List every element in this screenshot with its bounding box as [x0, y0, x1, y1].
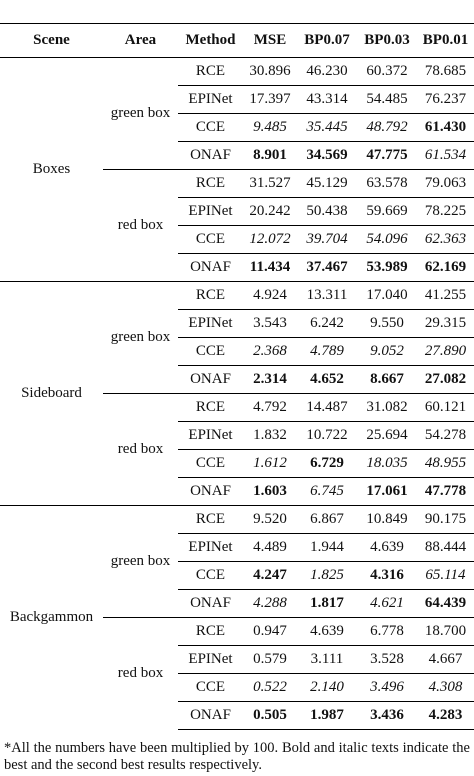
- method-cell: CCE: [178, 338, 243, 366]
- value-cell: 18.700: [417, 618, 474, 646]
- area-label: green box: [103, 282, 178, 394]
- table-row: [0, 506, 474, 534]
- method-cell: EPINet: [178, 310, 243, 338]
- scene-label: Backgammon: [0, 506, 103, 730]
- method-cell: EPINet: [178, 646, 243, 674]
- value-cell: 3.111: [297, 646, 357, 674]
- value-cell: 61.534: [417, 142, 474, 170]
- value-cell: 63.578: [357, 170, 417, 198]
- value-cell: 17.061: [357, 478, 417, 506]
- method-cell: ONAF: [178, 254, 243, 282]
- value-cell: 60.372: [366, 63, 408, 79]
- value-cell: 1.817: [297, 590, 357, 618]
- value-cell: 4.247: [243, 562, 297, 590]
- value-cell: 54.278: [417, 422, 474, 450]
- method-cell: CCE: [178, 114, 243, 142]
- value-cell: 4.792: [243, 394, 297, 422]
- value-cell: 43.314: [297, 86, 357, 114]
- value-cell: 4.667: [417, 646, 474, 674]
- value-cell: 1.944: [297, 534, 357, 562]
- method-cell: ONAF: [178, 366, 243, 394]
- method-cell: RCE: [178, 170, 243, 198]
- value-cell: 0.579: [243, 646, 297, 674]
- value-cell: 45.129: [297, 170, 357, 198]
- value-cell: 17.040: [357, 282, 417, 310]
- table-body: [0, 58, 474, 730]
- value-cell: 11.434: [243, 254, 297, 282]
- value-cell: 25.694: [357, 422, 417, 450]
- value-cell: 48.792: [357, 114, 417, 142]
- value-cell: 2.140: [297, 674, 357, 702]
- value-cell: 48.955: [417, 450, 474, 478]
- value-cell: 6.867: [297, 506, 357, 534]
- value-cell: 35.445: [297, 114, 357, 142]
- value-cell: 79.063: [417, 170, 474, 198]
- value-cell: 61.430: [417, 114, 474, 142]
- value-cell: 9.550: [357, 310, 417, 338]
- value-cell: 17.397: [243, 86, 297, 114]
- value-cell: 54.096: [357, 226, 417, 254]
- area-label: red box: [103, 394, 178, 506]
- value-cell: 34.569: [297, 142, 357, 170]
- area-label: red box: [103, 170, 178, 282]
- area-label: green box: [103, 506, 178, 618]
- method-cell: RCE: [178, 506, 243, 534]
- value-cell: 3.436: [357, 702, 417, 730]
- table-row: [0, 282, 474, 310]
- method-cell: RCE: [178, 618, 243, 646]
- scene-label: Sideboard: [0, 282, 103, 506]
- value-cell: 29.315: [417, 310, 474, 338]
- value-cell: 14.487: [297, 394, 357, 422]
- value-cell: 4.316: [357, 562, 417, 590]
- value-cell: 2.314: [243, 366, 297, 394]
- results-table: [0, 23, 474, 730]
- value-cell: 3.528: [357, 646, 417, 674]
- value-cell: 6.778: [357, 618, 417, 646]
- method-cell: CCE: [178, 674, 243, 702]
- value-cell: 27.082: [417, 366, 474, 394]
- method-cell: ONAF: [178, 478, 243, 506]
- table-footnote: *All the numbers have been multiplied by 100. Bold and italic texts indicate the best and the second best results respectively.: [4, 740, 470, 773]
- value-cell: 4.639: [297, 618, 357, 646]
- value-cell: 4.639: [357, 534, 417, 562]
- value-cell: 6.745: [297, 478, 357, 506]
- value-cell: 65.114: [417, 562, 474, 590]
- value-cell: 6.729: [297, 450, 357, 478]
- value-cell: 41.255: [417, 282, 474, 310]
- value-cell: 27.890: [417, 338, 474, 366]
- value-cell: 4.489: [243, 534, 297, 562]
- method-cell: ONAF: [178, 702, 243, 730]
- value-cell: 31.082: [357, 394, 417, 422]
- value-cell: 9.520: [243, 506, 297, 534]
- value-cell: 4.652: [297, 366, 357, 394]
- value-cell: 62.363: [417, 226, 474, 254]
- area-label: green box: [110, 105, 171, 121]
- value-cell: 13.311: [297, 282, 357, 310]
- value-cell: 78.685: [424, 63, 467, 79]
- value-cell: 47.778: [417, 478, 474, 506]
- value-cell: 1.612: [243, 450, 297, 478]
- value-cell: 31.527: [243, 170, 297, 198]
- value-cell: 0.947: [243, 618, 297, 646]
- method-cell: RCE: [178, 282, 243, 310]
- value-cell: 3.543: [243, 310, 297, 338]
- value-cell: 60.121: [417, 394, 474, 422]
- header-area: Area: [103, 24, 178, 58]
- method-cell: EPINet: [178, 86, 243, 114]
- method-cell: CCE: [178, 450, 243, 478]
- value-cell: 47.775: [357, 142, 417, 170]
- value-cell: 4.283: [417, 702, 474, 730]
- value-cell: 76.237: [417, 86, 474, 114]
- header-bp003: BP0.03: [357, 24, 417, 58]
- value-cell: 46.230: [306, 63, 348, 79]
- value-cell: 4.924: [243, 282, 297, 310]
- value-cell: 6.242: [297, 310, 357, 338]
- value-cell: 10.849: [357, 506, 417, 534]
- header-bp001: BP0.01: [417, 24, 474, 58]
- value-cell: 30.896: [249, 63, 291, 79]
- header-bp007: BP0.07: [297, 24, 357, 58]
- value-cell: 9.485: [243, 114, 297, 142]
- value-cell: 0.522: [243, 674, 297, 702]
- value-cell: 4.288: [243, 590, 297, 618]
- method-cell: RCE: [178, 394, 243, 422]
- area-label: red box: [103, 618, 178, 730]
- method-cell: EPINet: [178, 198, 243, 226]
- header-method: Method: [178, 24, 243, 58]
- value-cell: 20.242: [243, 198, 297, 226]
- value-cell: 8.667: [357, 366, 417, 394]
- value-cell: 37.467: [297, 254, 357, 282]
- value-cell: 39.704: [297, 226, 357, 254]
- value-cell: 88.444: [417, 534, 474, 562]
- header-row: [0, 24, 474, 58]
- method-cell: CCE: [178, 562, 243, 590]
- method-cell: EPINet: [178, 422, 243, 450]
- header-scene: Scene: [0, 24, 103, 58]
- value-cell: 1.987: [297, 702, 357, 730]
- value-cell: 4.789: [297, 338, 357, 366]
- table-row: [0, 58, 474, 86]
- value-cell: 54.485: [357, 86, 417, 114]
- scene-label: Boxes: [32, 161, 71, 177]
- value-cell: 53.989: [357, 254, 417, 282]
- method-cell: EPINet: [178, 534, 243, 562]
- value-cell: 9.052: [357, 338, 417, 366]
- value-cell: 18.035: [357, 450, 417, 478]
- value-cell: 12.072: [243, 226, 297, 254]
- header-mse: MSE: [243, 24, 297, 58]
- method-cell: RCE: [195, 63, 226, 79]
- value-cell: 78.225: [417, 198, 474, 226]
- value-cell: 4.308: [417, 674, 474, 702]
- method-cell: ONAF: [178, 142, 243, 170]
- value-cell: 0.505: [243, 702, 297, 730]
- value-cell: 90.175: [417, 506, 474, 534]
- value-cell: 8.901: [243, 142, 297, 170]
- value-cell: 1.825: [297, 562, 357, 590]
- value-cell: 4.621: [357, 590, 417, 618]
- value-cell: 10.722: [297, 422, 357, 450]
- method-cell: CCE: [178, 226, 243, 254]
- value-cell: 3.496: [357, 674, 417, 702]
- value-cell: 2.368: [243, 338, 297, 366]
- value-cell: 50.438: [297, 198, 357, 226]
- value-cell: 59.669: [357, 198, 417, 226]
- value-cell: 1.603: [243, 478, 297, 506]
- value-cell: 64.439: [417, 590, 474, 618]
- value-cell: 1.832: [243, 422, 297, 450]
- value-cell: 62.169: [417, 254, 474, 282]
- method-cell: ONAF: [178, 590, 243, 618]
